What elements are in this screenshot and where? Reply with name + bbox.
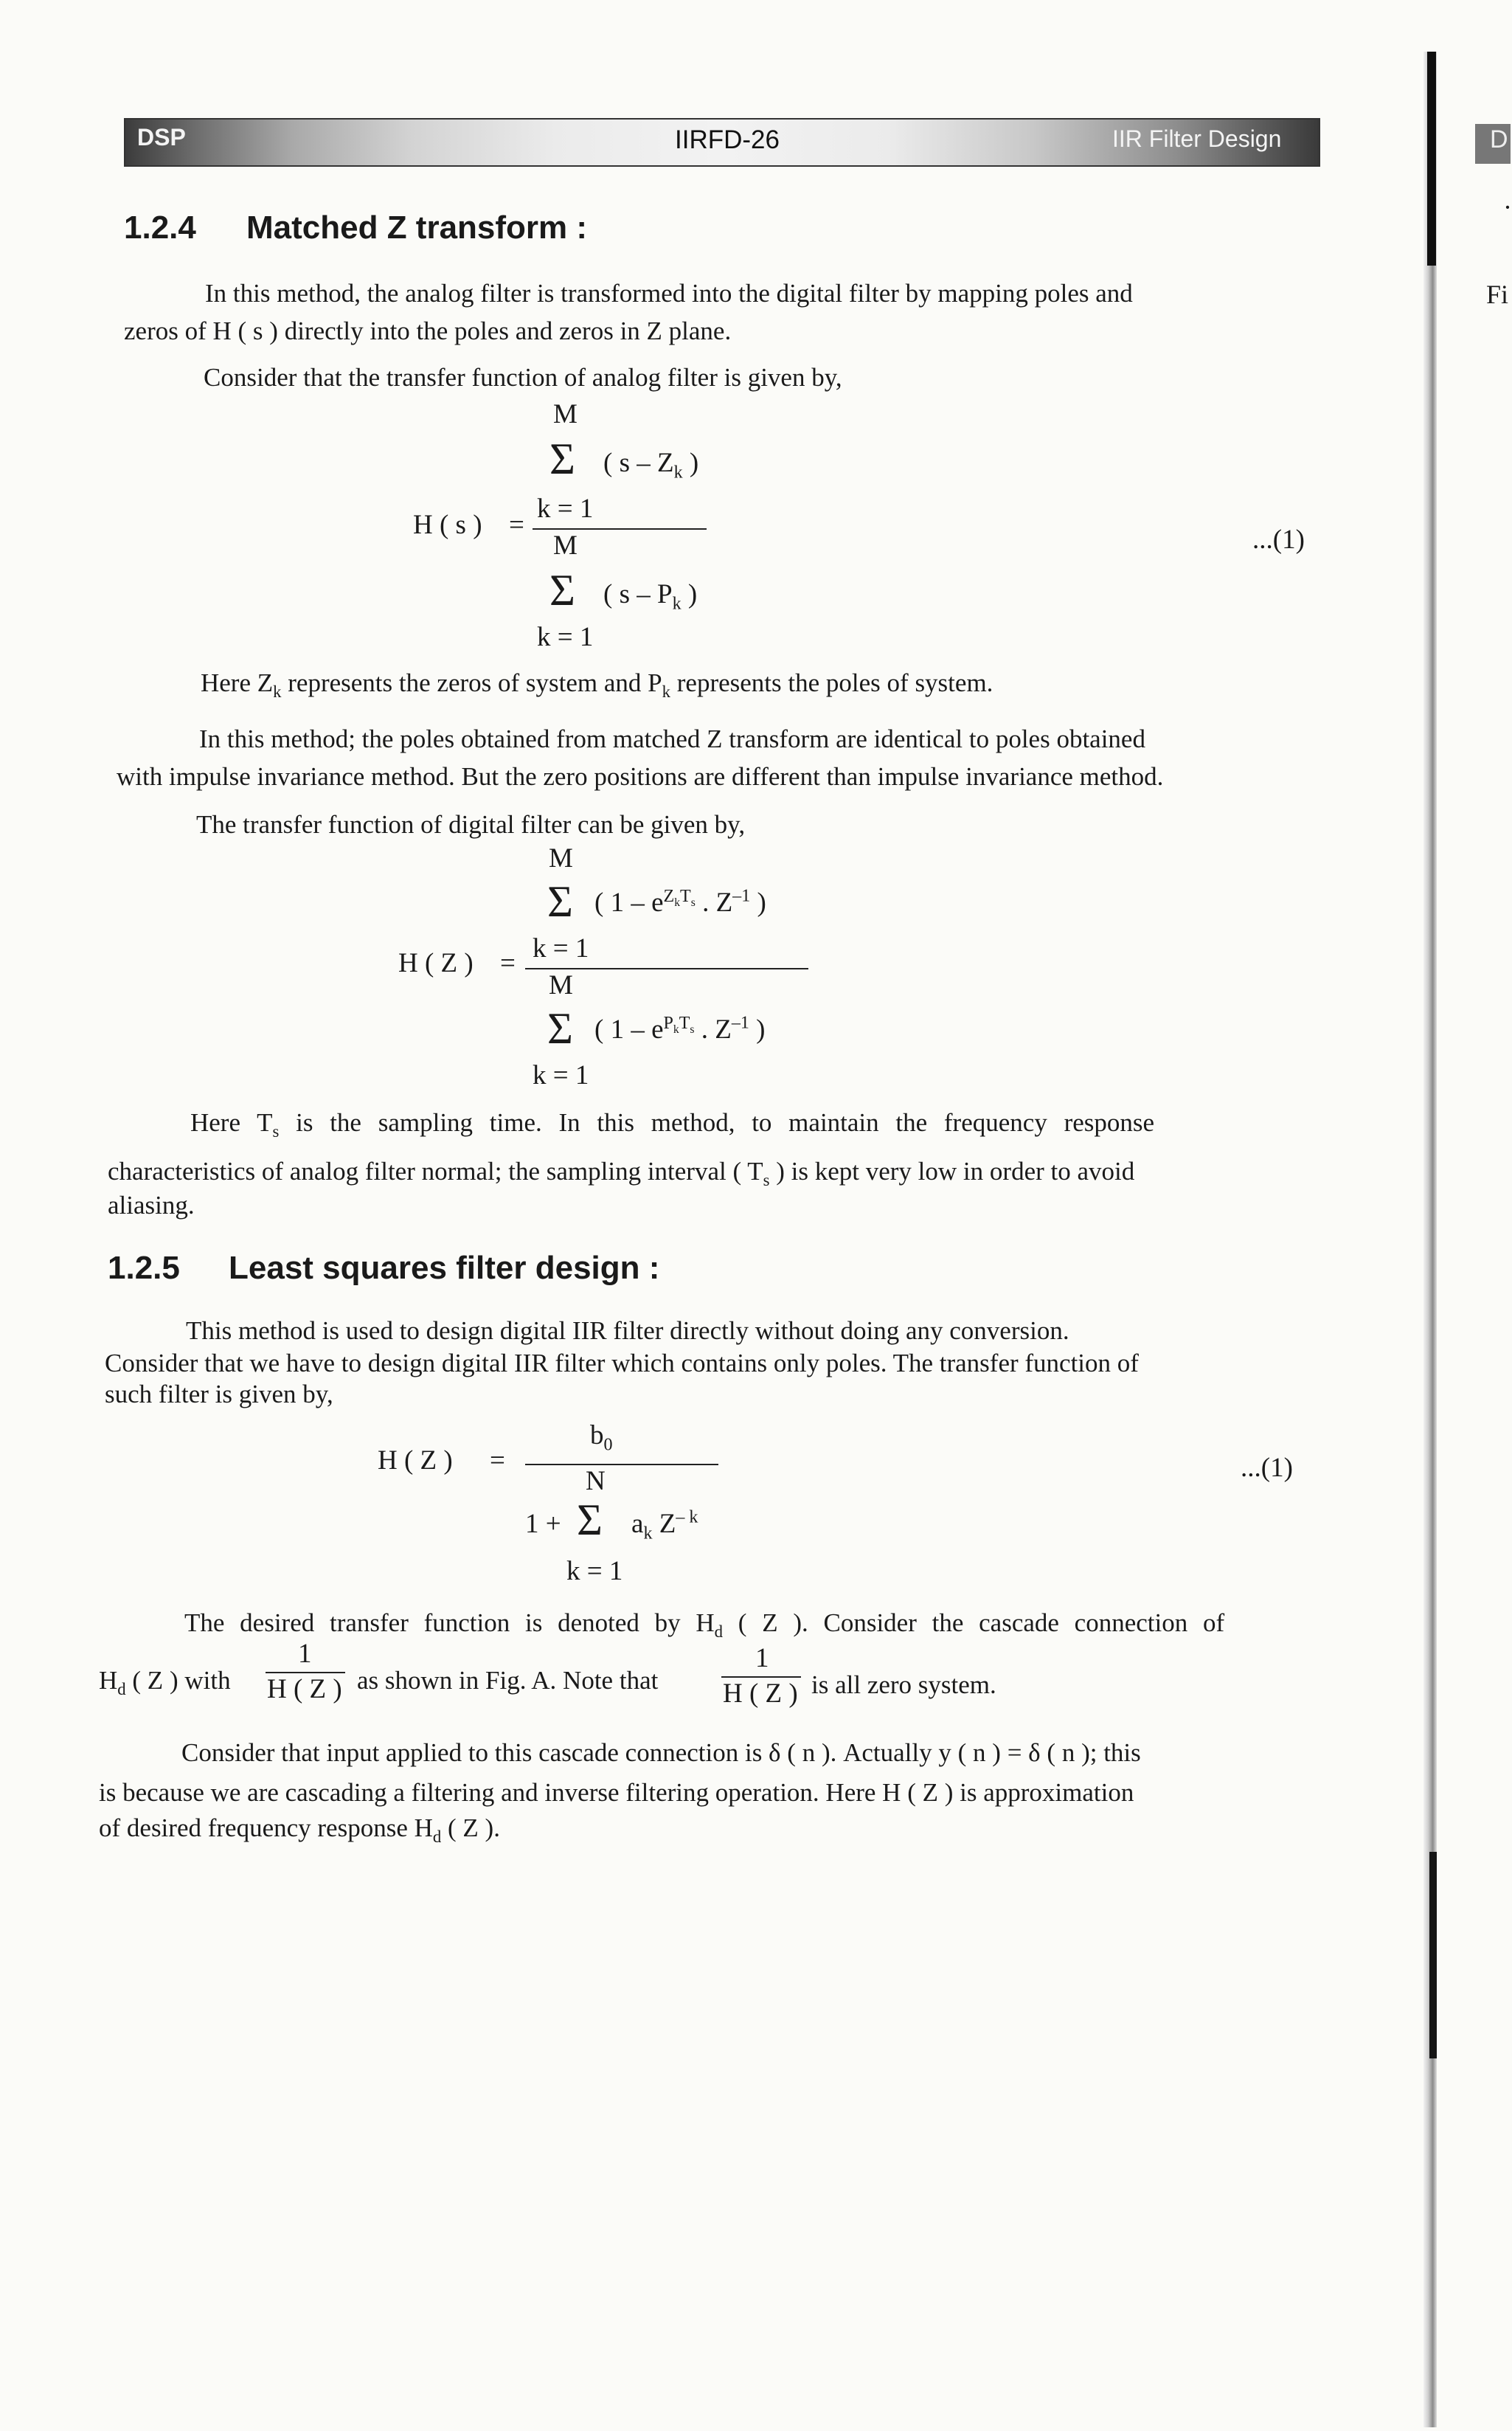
eq-sum-upper-limit: M	[549, 970, 573, 1000]
section-title: Matched Z transform :	[246, 210, 588, 246]
eq-sum-lower-limit: k = 1	[566, 1556, 623, 1586]
sigma-symbol: Σ	[549, 435, 575, 483]
eq-denominator-term: ( s – $P_k$ )	[603, 579, 698, 614]
section-title: Least squares filter design :	[229, 1250, 660, 1286]
equation-number: ...(1)	[1252, 525, 1305, 555]
eq-numerator-term: ( s – $Z_k$ )	[603, 448, 699, 483]
equation-number: ...(1)	[1241, 1453, 1293, 1483]
header-chapter-label: IIR Filter Design	[1112, 125, 1282, 152]
inline-fraction-denominator: H ( Z )	[267, 1674, 342, 1704]
eq-sum-lower-limit: k = 1	[533, 933, 589, 964]
sigma-symbol: Σ	[547, 1004, 573, 1053]
inline-fraction-denominator: H ( Z )	[723, 1678, 798, 1709]
paragraph-line: Consider that input applied to this cascade connection is δ ( n ). Actually y ( n ) = δ ( n ); this	[181, 1738, 1141, 1767]
paragraph-line: Here $T_s$ is the sampling time. In this method, to maintain the frequency response	[190, 1108, 1155, 1141]
eq-sum-upper-limit: M	[553, 399, 578, 429]
sigma-symbol: Σ	[547, 877, 573, 926]
paragraph-line: of desired frequency response $H_d$ ( Z ).	[99, 1813, 500, 1846]
header-subject-label: DSP	[137, 124, 186, 151]
adjacent-page-text: Fi	[1486, 280, 1509, 309]
paragraph-line: is because we are cascading a filtering and inverse filtering operation. Here H ( Z ) is approximation	[99, 1778, 1134, 1807]
sigma-symbol: Σ	[577, 1495, 603, 1544]
paragraph-line: In this method; the poles obtained from matched Z transform are identical to poles obtained	[199, 725, 1145, 753]
eq-sum-lower-limit: k = 1	[537, 622, 594, 652]
eq-sum-lower-limit: k = 1	[533, 1060, 589, 1090]
paragraph-line: aliasing.	[108, 1191, 195, 1220]
section-number: 1.2.5	[108, 1250, 180, 1286]
paragraph-line: This method is used to design digital IIR filter directly without doing any conversion.	[186, 1316, 1069, 1345]
fraction-bar	[525, 1464, 718, 1465]
sigma-symbol: Σ	[549, 566, 575, 615]
paragraph-line: Here $Z_k$ represents the zeros of system and $P_k$ represents the poles of system.	[201, 668, 993, 701]
eq-sum-lower-limit: k = 1	[537, 494, 594, 524]
paragraph-line: such filter is given by,	[105, 1380, 333, 1408]
paragraph-line: The transfer function of digital filter can be given by,	[196, 810, 746, 839]
eq-lhs: H ( Z )	[398, 948, 474, 978]
eq-sum-upper-limit: M	[549, 843, 573, 874]
paragraph-line: zeros of H ( s ) directly into the poles and zeros in Z plane.	[124, 317, 732, 345]
paragraph-line: $H_d$ ( Z ) with	[99, 1666, 231, 1698]
paragraph-line: Consider that the transfer function of analog filter is given by,	[204, 363, 842, 392]
eq-equals: =	[509, 510, 524, 540]
inline-fraction-numerator: 1	[298, 1639, 312, 1669]
adjacent-page-header-letter: D	[1490, 125, 1508, 153]
header-page-number: IIRFD-26	[675, 125, 780, 154]
binding-shadow-top	[1427, 52, 1436, 266]
eq-sum-upper-limit: N	[586, 1466, 606, 1496]
eq-equals: =	[490, 1445, 505, 1476]
eq-denominator-term: ( $1 - e^{P_kT_s}$ . $Z^{-1}$ )	[594, 1013, 766, 1045]
paragraph-line: as shown in Fig. A. Note that	[357, 1666, 659, 1695]
adjacent-page-mark: ·	[1503, 193, 1512, 222]
paragraph-line: characteristics of analog filter normal; the sampling interval ( $T_s$ ) is kept very low in order to avoid	[108, 1157, 1135, 1189]
page-binding-edge	[1423, 52, 1437, 2427]
eq-lhs: H ( s )	[413, 510, 482, 540]
paragraph-line: In this method, the analog filter is transformed into the digital filter by mapping poles and	[205, 279, 1133, 308]
section-number: 1.2.4	[124, 210, 196, 246]
paragraph-line: is all zero system.	[811, 1670, 996, 1699]
inline-fraction-numerator: 1	[755, 1643, 769, 1673]
eq-denominator-term: $a_k$ $Z^{- k}$	[631, 1507, 698, 1543]
eq-lhs: H ( Z )	[378, 1445, 453, 1476]
paragraph-line: with impulse invariance method. But the zero positions are different than impulse invariance method.	[117, 762, 1164, 791]
paragraph-line: Consider that we have to design digital IIR filter which contains only poles. The transfer function of	[105, 1349, 1139, 1377]
binding-shadow-bottom	[1429, 1852, 1437, 2058]
eq-denominator-prefix: 1 +	[525, 1509, 561, 1539]
eq-equals: =	[500, 948, 516, 978]
eq-sum-upper-limit: M	[553, 530, 578, 561]
eq-numerator-term: ( $1 - e^{Z_kT_s}$ . $Z^{-1}$ )	[594, 886, 766, 918]
paragraph-line: The desired transfer function is denoted by $H_d$ ( Z ). Consider the cascade connection of	[184, 1608, 1225, 1641]
eq-numerator: $b_0$	[590, 1420, 613, 1455]
